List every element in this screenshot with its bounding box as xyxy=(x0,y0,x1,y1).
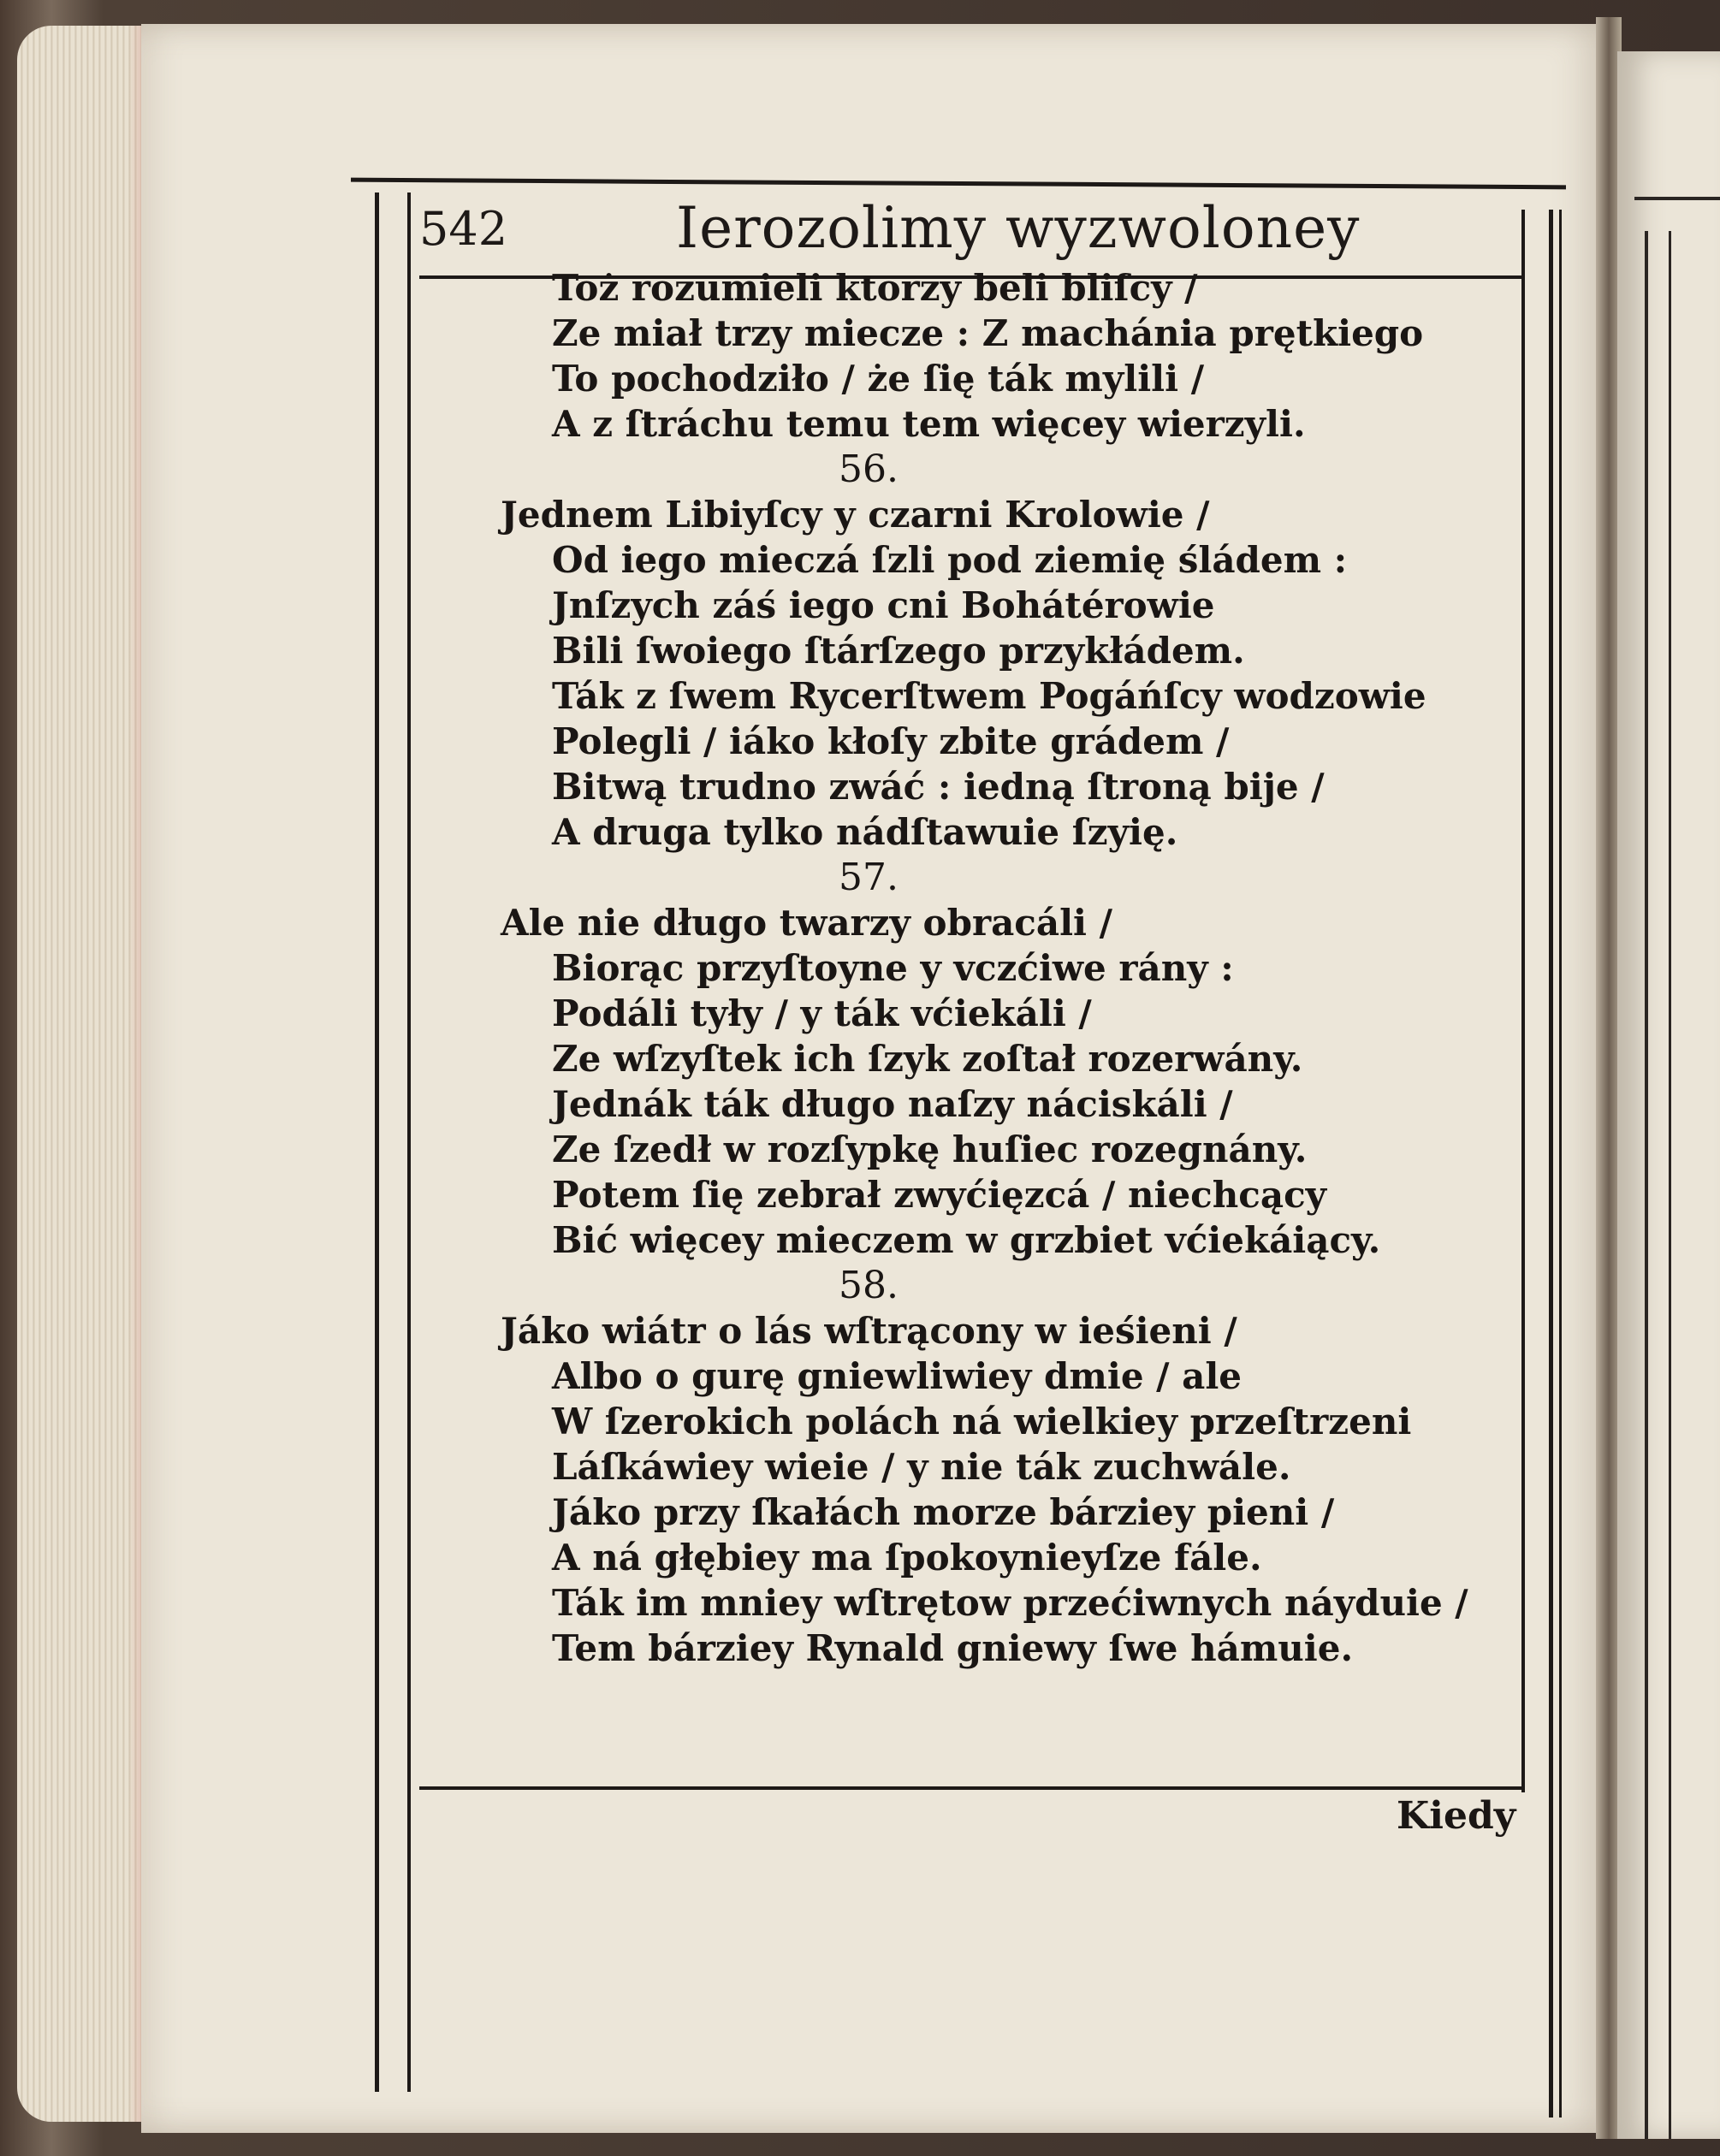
right-frame-inner xyxy=(1521,210,1525,1792)
verse-line: Potem ſię zebrał zwyćięzcá / niechcący xyxy=(552,1174,1327,1216)
left-frame-outer xyxy=(375,192,379,2092)
verse-line: Podáli tyły / y ták vćiekáli / xyxy=(552,992,1092,1034)
verse-line: Jnſzych záś iego cni Bohátérowie xyxy=(552,584,1215,626)
poem-text xyxy=(501,265,1468,1671)
right-frame-outer-b xyxy=(1559,210,1562,2118)
stanza-number: 58. xyxy=(839,1264,899,1307)
verse-line: Bili ſwoiego ſtárſzego przykłádem. xyxy=(552,630,1245,672)
verse-line: A druga tylko nádſtawuie ſzyię. xyxy=(552,811,1178,853)
page-number: 542 xyxy=(419,202,508,256)
stanza-number: 56. xyxy=(839,447,899,491)
verse-line: Albo o gurę gniewliwiey dmie / ale xyxy=(552,1355,1243,1397)
verse-line: A z ſtráchu temu tem więcey wierzyli. xyxy=(552,403,1306,445)
verse-line: Jáko przy ſkałách morze bárziey pieni / xyxy=(552,1491,1335,1533)
verse-line: Ale nie długo twarzy obracáli / xyxy=(501,902,1112,944)
verse-line: Bitwą trudno zwáć : iedną ſtroną bije / xyxy=(552,766,1325,808)
verse-line: Biorąc przyſtoyne y vczćiwe rány : xyxy=(552,947,1234,989)
verse-line: Tem bárziey Rynald gniewy ſwe hámuie. xyxy=(552,1627,1354,1669)
catchword: Kiedy xyxy=(1397,1794,1516,1838)
right-frame-outer-a xyxy=(1549,210,1553,2118)
facing-page xyxy=(1617,51,1720,2139)
verse-line: Ze wſzyſtek ich ſzyk zoſtał rozerwány. xyxy=(552,1038,1303,1080)
verse-line: Od iego mieczá ſzli pod ziemię śládem : xyxy=(552,539,1348,581)
verse-line: Jednem Libiyſcy y czarni Krolowie / xyxy=(501,494,1210,536)
page-title: Ierozolimy wyzwoloney xyxy=(676,195,1361,261)
verse-line: W ſzerokich polách ná wielkiey przeſtrzeni xyxy=(552,1401,1412,1442)
verse-line: A ná głębiey ma ſpokoynieyſze fále. xyxy=(552,1537,1262,1578)
left-frame-inner xyxy=(407,192,411,2092)
verse-line: Toż rozumieli ktorzy beli bliſcy / xyxy=(552,267,1198,309)
bottom-rule xyxy=(419,1786,1523,1790)
stanza-number: 57. xyxy=(839,856,899,899)
page-edges xyxy=(17,26,154,2122)
stanza xyxy=(501,1263,1468,1671)
verse-line: Bić więcey mieczem w grzbiet vćiekáiący. xyxy=(552,1219,1381,1261)
verse-line: Láſkáwiey wieie / y nie ták zuchwále. xyxy=(552,1446,1291,1488)
verse-line: Jáko wiátr o lás wſtrącony w ieśieni / xyxy=(501,1310,1237,1352)
verse-line: Ták z ſwem Rycerſtwem Pogáńſcy wodzowie xyxy=(552,675,1426,717)
verse-line: Ták im mniey wſtrętow przećiwnych náyduie / xyxy=(552,1582,1468,1624)
verse-line: Ze miał trzy miecze : Z machánia prętkiego xyxy=(552,312,1424,354)
verse-line: Ze ſzedł w rozſypkę huſiec rozegnány. xyxy=(552,1128,1308,1170)
stanza xyxy=(501,855,1381,1263)
stanza xyxy=(501,447,1426,855)
verse-line: Polegli / iáko kłoſy zbite grádem / xyxy=(552,720,1230,762)
verse-line: Jednák ták długo naſzy náciskáli / xyxy=(552,1083,1233,1125)
verse-line: To pochodziło / że ſię ták mylili / xyxy=(552,358,1205,400)
stanza xyxy=(501,265,1424,447)
